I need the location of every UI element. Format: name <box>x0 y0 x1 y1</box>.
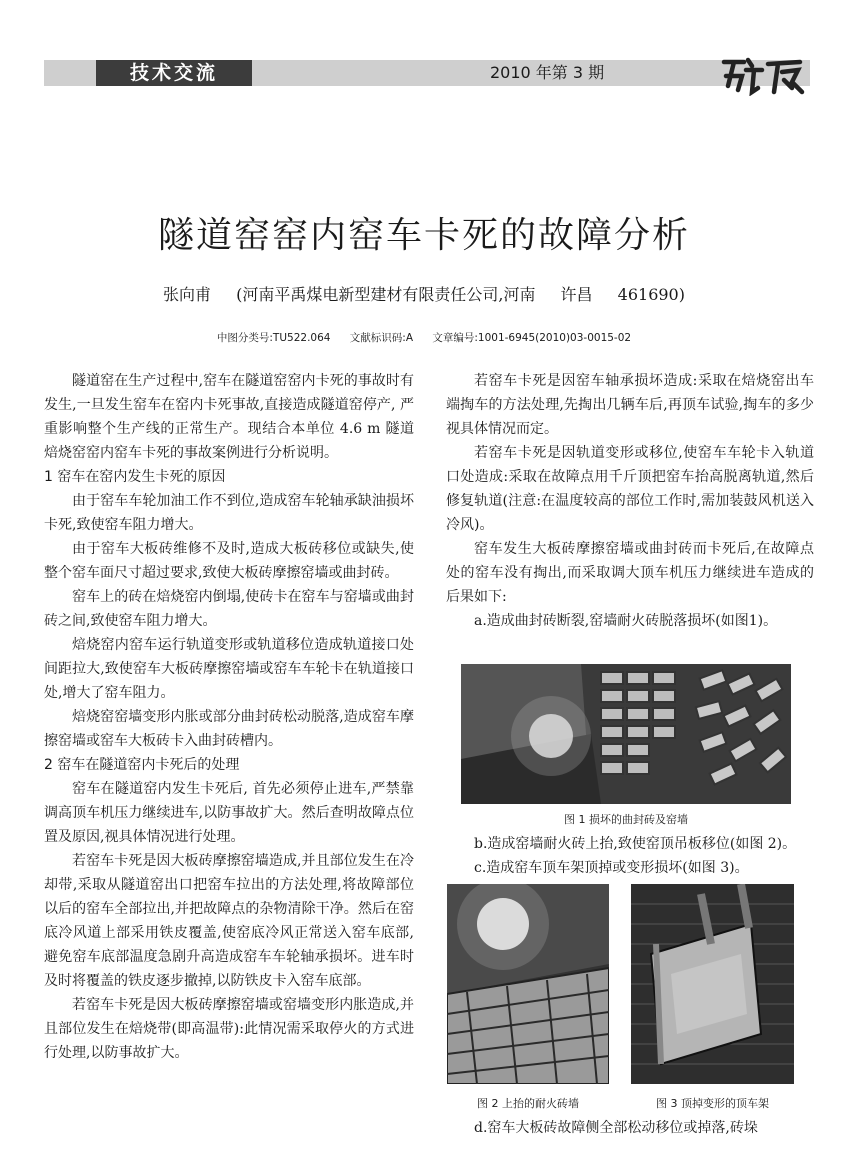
figure-1-photo <box>461 664 791 804</box>
paragraph: 窑车发生大板砖摩擦窑墙或曲封砖而卡死后,在故障点处的窑车没有掏出,而采取调大顶车机压力继续进车造成的后果如下: <box>446 541 814 605</box>
section-heading: 1 窑车在窑内发生卡死的原因 <box>44 469 226 485</box>
figure-3-photo <box>631 884 794 1084</box>
author-affiliation: (河南平禹煤电新型建材有限责任公司,河南 <box>236 285 536 304</box>
figure-1-image <box>461 664 791 804</box>
paragraph: 窑车上的砖在焙烧窑内倒塌,使砖卡在窑车与窑墙或曲封砖之间,致使窑车阻力增大。 <box>44 589 414 629</box>
article-number: 文章编号:1001-6945(2010)03-0015-02 <box>432 332 632 344</box>
right-column <box>446 369 814 633</box>
figure-3-caption: 图 3 顶掉变形的顶车架 <box>656 1097 769 1110</box>
author-name: 张向甫 <box>163 285 212 304</box>
paragraph: 窑车在隧道窑内发生卡死后, 首先必须停止进车,严禁靠调高顶车机压力继续进车,以防事故扩大。然后查明故障点位置及原因,视具体情况进行处理。 <box>44 781 414 845</box>
list-item-b: b.造成窑墙耐火砖上抬,致使窑顶吊板移位(如图 2)。 <box>474 836 797 852</box>
paragraph: 焙烧窑内窑车运行轨道变形或轨道移位造成轨道接口处间距拉大,致使窑车大板砖摩擦窑墙或窑车车轮卡在轨道接口处,增大了窑车阻力。 <box>44 637 414 701</box>
paragraph: 若窑车卡死是因大板砖摩擦窑墙或窑墙变形内胀造成,并且部位发生在焙烧带(即高温带):此情况需采取停火的方式进行处理,以防事故扩大。 <box>44 997 414 1061</box>
section-heading: 2 窑车在隧道窑内卡死后的处理 <box>44 757 240 773</box>
figure-2-caption: 图 2 上抬的耐火砖墙 <box>477 1097 579 1110</box>
author-line <box>0 284 848 306</box>
paragraph: 若窑车卡死是因轨道变形或移位,使窑车车轮卡入轨道口处造成:采取在故障点用千斤顶把窑车抬高脱离轨道,然后修复轨道(注意:在温度较高的部位工作时,需加装鼓风机送入冷风)。 <box>446 445 814 533</box>
author-postcode: 461690) <box>617 285 685 304</box>
list-item-a: a.造成曲封砖断裂,窑墙耐火砖脱落损坏(如图1)。 <box>474 613 778 629</box>
paragraph: 由于窑车大板砖维修不及时,造成大板砖移位或缺失,使整个窑车面尺寸超过要求,致使大板砖摩擦窑墙或曲封砖。 <box>44 541 414 581</box>
paragraph: 隧道窑在生产过程中,窑车在隧道窑窑内卡死的事故时有发生,一旦发生窑车在窑内卡死事故,直接造成隧道窑停产, 严重影响整个生产线的正常生产。现结合本单位 4.6 m 隧道焙烧窑窑内窑车卡死的事故案例进行分析说明。 <box>44 373 414 461</box>
author-city: 许昌 <box>560 285 593 304</box>
list-item-d: d.窑车大板砖故障侧全部松动移位或掉落,砖垛 <box>474 1120 758 1136</box>
issue-label: 2010 年第 3 期 <box>490 63 605 82</box>
left-column <box>44 369 414 1065</box>
paragraph: 若窑车卡死是因窑车轴承损坏造成:采取在焙烧窑出车端掏车的方法处理,先掏出几辆车后,再顶车试验,掏车的多少视具体情况而定。 <box>446 373 814 437</box>
paragraph: 焙烧窑窑墙变形内胀或部分曲封砖松动脱落,造成窑车摩擦窑墙或窑车大板砖卡入曲封砖槽内。 <box>44 709 414 749</box>
journal-logo <box>718 52 806 96</box>
document-code: 文献标识码:A <box>349 332 414 344</box>
figure-1-caption: 图 1 损坏的曲封砖及窑墙 <box>564 813 688 826</box>
figure-2-photo <box>447 884 609 1084</box>
section-tag: 技术交流 <box>96 60 252 86</box>
figure-2-image <box>447 884 609 1084</box>
article-title: 隧道窑窑内窑车卡死的故障分析 <box>157 215 690 256</box>
paragraph: 由于窑车车轮加油工作不到位,造成窑车轮轴承缺油损坏卡死,致使窑车阻力增大。 <box>44 493 414 533</box>
classification-line <box>0 330 848 346</box>
journal-logo-mark <box>718 52 806 96</box>
figure-3-image <box>631 884 794 1084</box>
clc-number: 中图分类号:TU522.064 <box>216 332 331 344</box>
paragraph: 若窑车卡死是因大板砖摩擦窑墙造成,并且部位发生在冷却带,采取从隧道窑出口把窑车拉出的方法处理,将故障部位以后的窑车全部拉出,并把故障点的杂物清除干净。然后在窑底冷风道上部采用铁皮覆盖,使窑底冷风正常送入窑车底部,避免窑车底部温度急剧升高造成窑车车轮轴承损坏。进车时及时将覆盖的铁皮逐步撤掉,以防铁皮卡入窑车底部。 <box>44 853 414 989</box>
list-item-c: c.造成窑车顶车架顶掉或变形损坏(如图 3)。 <box>474 860 749 876</box>
